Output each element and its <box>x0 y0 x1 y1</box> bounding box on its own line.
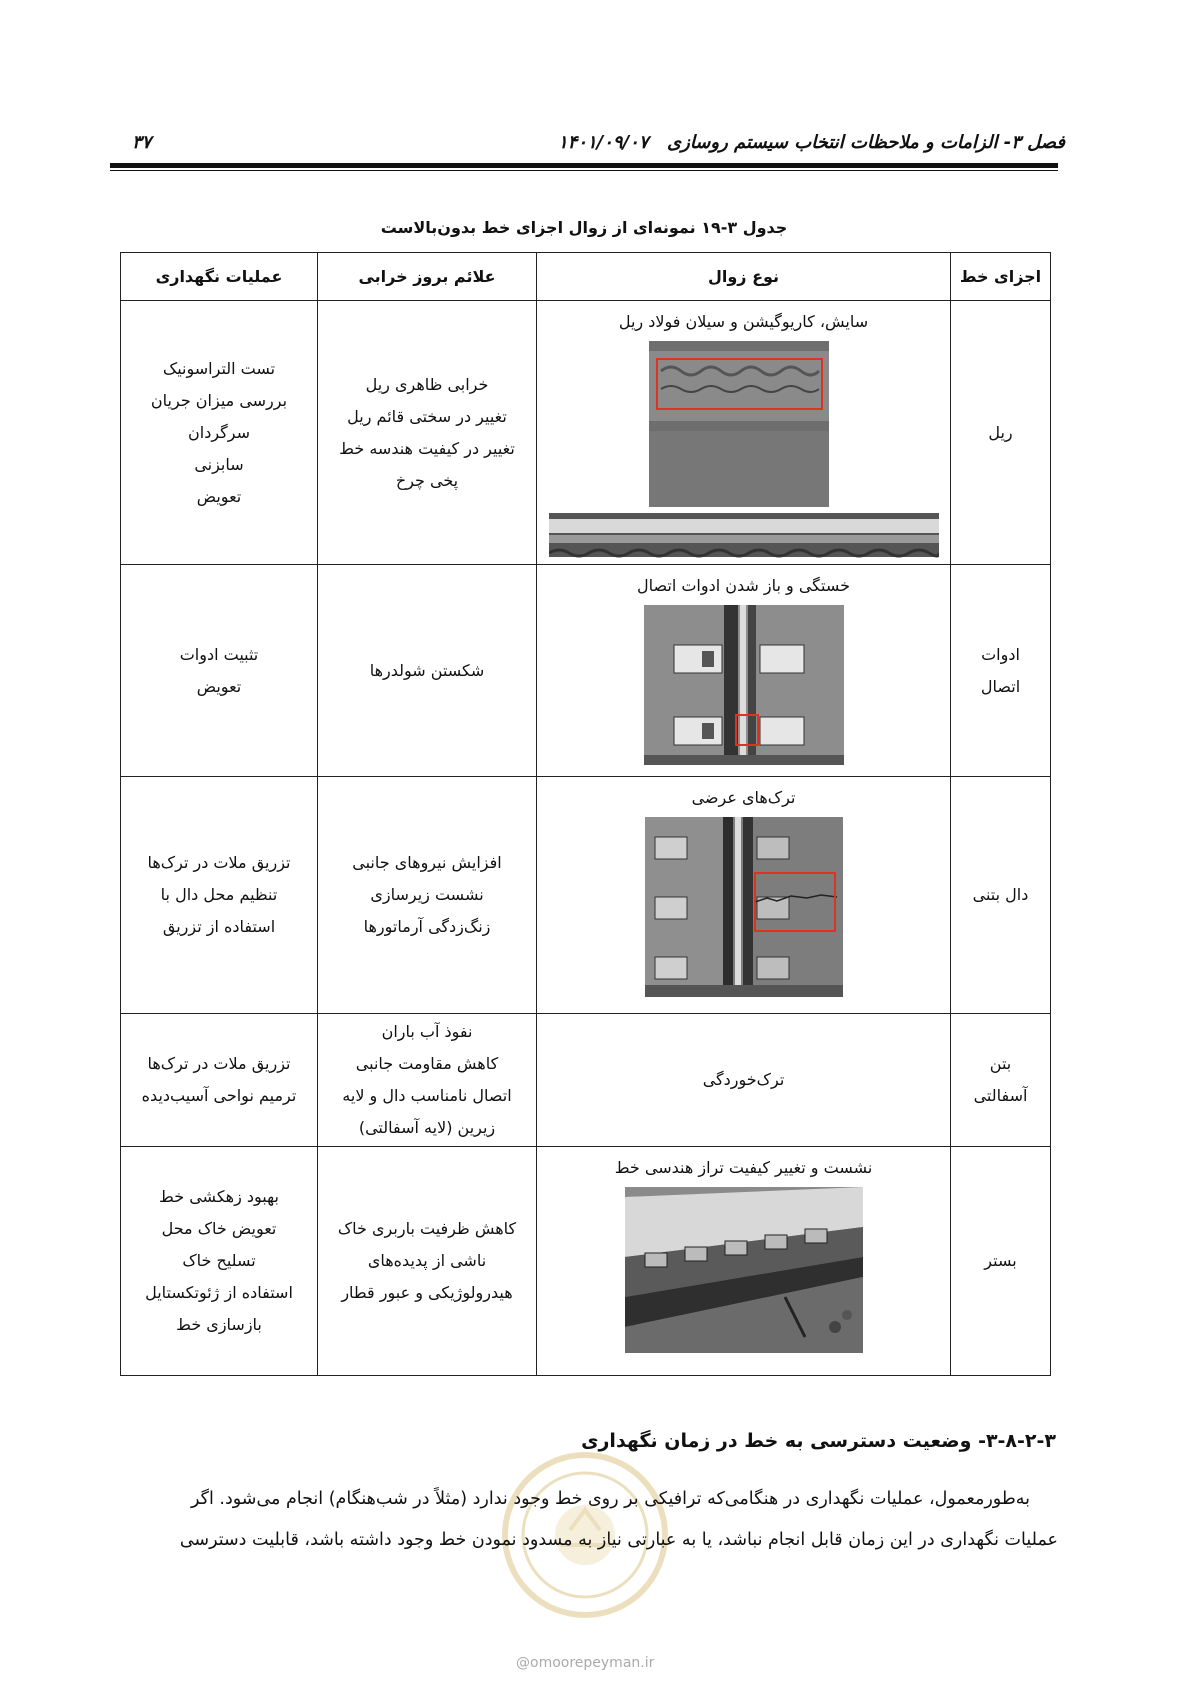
symptom-line: کاهش ظرفیت باربری خاک <box>337 1219 517 1238</box>
header-rule <box>110 163 1058 168</box>
body-paragraph-line-2: عملیات نگهداری در این زمان قابل انجام نباشد، یا به عبارتی نیاز به مسدود نمودن خط وجود داشته باشد، قابلیت دسترسی <box>179 1530 1058 1550</box>
maintenance-line: استفاده از تزریق <box>162 917 276 936</box>
deterioration-cell <box>537 777 951 1014</box>
symptom-line: شکستن شولدرها <box>369 660 485 680</box>
component-line: بتن <box>989 1054 1012 1073</box>
table-header-row <box>121 253 1051 301</box>
deterioration-cell <box>537 1147 951 1376</box>
maintenance-cell <box>121 1147 318 1376</box>
component-cell <box>951 565 1051 777</box>
component-line: بستر <box>984 1251 1017 1270</box>
deterioration-table <box>120 252 1051 1376</box>
symptom-line: پخی چرخ <box>395 470 459 490</box>
deterioration-label: ترک‌خوردگی <box>702 1070 785 1089</box>
deterioration-cell <box>537 1014 951 1147</box>
chapter-title: فصل ۳- الزامات و ملاحظات انتخاب سیستم روسازی <box>667 132 1065 153</box>
page-number: ۳۷ <box>132 132 152 153</box>
maintenance-line: تعویض <box>196 486 242 506</box>
symptom-line: زنگ‌زدگی آرماتورها <box>363 917 491 936</box>
table-row <box>121 1014 1051 1147</box>
component-line: دال بتنی <box>972 885 1029 904</box>
symptom-line: تغییر در سختی قائم ریل <box>347 406 507 426</box>
header-rule-thin <box>110 170 1058 171</box>
slab-crack-photo <box>645 817 843 997</box>
table-row <box>121 1147 1051 1376</box>
maintenance-line: ترمیم نواحی آسیب‌دیده <box>141 1086 297 1105</box>
rail-wear-photo <box>549 341 939 561</box>
maintenance-cell <box>121 301 318 565</box>
maintenance-line: استفاده از ژئوتکستایل <box>145 1283 293 1302</box>
deterioration-cell <box>537 301 951 565</box>
deterioration-label: ترک‌های عرضی <box>691 788 796 807</box>
table-row <box>121 301 1051 565</box>
maintenance-cell <box>121 1014 318 1147</box>
component-line: آسفالتی <box>973 1086 1028 1105</box>
table-caption: جدول ۳-۱۹ نمونه‌ای از زوال اجزای خط بدون‌بالاست <box>380 218 788 237</box>
maintenance-line: تنظیم محل دال با <box>160 885 278 904</box>
fastening-photo <box>644 605 844 765</box>
deterioration-label: خستگی و باز شدن ادوات اتصال <box>636 576 850 595</box>
component-line: ادوات <box>981 644 1020 664</box>
table-row <box>121 565 1051 777</box>
symptom-line: هیدرولوژیکی و عبور قطار <box>341 1283 513 1302</box>
maintenance-line: سرگردان <box>188 422 250 442</box>
maintenance-line: تست التراسونیک <box>162 358 276 378</box>
maintenance-line: سابزنی <box>194 454 244 474</box>
symptoms-cell <box>318 565 537 777</box>
component-cell <box>951 301 1051 565</box>
watermark-url: @omoorepeyman.ir <box>516 1655 655 1671</box>
deterioration-label: نشست و تغییر کیفیت تراز هندسی خط <box>614 1158 873 1177</box>
table-row <box>121 777 1051 1014</box>
component-cell <box>951 1147 1051 1376</box>
page-header <box>110 128 1065 158</box>
maintenance-line: تسلیح خاک <box>182 1251 256 1270</box>
symptoms-cell <box>318 1014 537 1147</box>
maintenance-line: تعویض <box>196 676 242 696</box>
maintenance-line: بهبود زهکشی خط <box>159 1187 279 1206</box>
maintenance-line: تعویض خاک محل <box>161 1219 277 1238</box>
maintenance-line: بازسازی خط <box>176 1315 262 1334</box>
maintenance-cell <box>121 777 318 1014</box>
symptoms-cell <box>318 1147 537 1376</box>
maintenance-line: تزریق ملات در ترک‌ها <box>147 853 291 872</box>
component-cell <box>951 1014 1051 1147</box>
symptom-line: افزایش نیروهای جانبی <box>352 853 502 872</box>
symptom-line: ناشی از پدیده‌های <box>367 1251 487 1270</box>
symptom-line: نفوذ آب باران <box>381 1022 473 1041</box>
symptom-line: کاهش مقاومت جانبی <box>355 1054 499 1073</box>
maintenance-line: تثبیت ادوات <box>179 644 259 664</box>
deterioration-cell <box>537 565 951 777</box>
symptom-line: خرابی ظاهری ریل <box>365 374 489 394</box>
component-cell <box>951 777 1051 1014</box>
header-component: اجزای خط <box>951 253 1051 301</box>
symptom-line: تغییر در کیفیت هندسه خط <box>339 438 515 458</box>
maintenance-cell <box>121 565 318 777</box>
symptoms-cell <box>318 301 537 565</box>
symptom-line: زیرین (لایه آسفالتی) <box>358 1118 496 1137</box>
header-symptoms: علائم بروز خرابی <box>318 253 537 301</box>
maintenance-line: تزریق ملات در ترک‌ها <box>147 1054 291 1073</box>
maintenance-line: بررسی میزان جریان <box>150 390 288 410</box>
header-maintenance: عملیات نگهداری <box>121 253 318 301</box>
deterioration-label: سایش، کاریوگیشن و سیلان فولاد ریل <box>618 312 869 331</box>
header-date: ۱۴۰۱/۰۹/۰۷ <box>558 132 649 153</box>
section-heading: ۳-۸-۲-۳- وضعیت دسترسی به خط در زمان نگهداری <box>581 1430 1056 1452</box>
component-line: اتصال <box>980 676 1021 696</box>
component-line: ریل <box>988 422 1013 442</box>
body-paragraph-line-1: به‌طورمعمول، عملیات نگهداری در هنگامی‌که ترافیکی بر روی خط وجود ندارد (مثلاً در شب‌هنگام) انجام می‌شود. اگر <box>190 1489 1030 1509</box>
symptoms-cell <box>318 777 537 1014</box>
symptom-line: نشست زیرسازی <box>370 885 484 904</box>
subgrade-settlement-photo <box>625 1187 863 1353</box>
symptom-line: اتصال نامناسب دال و لایه <box>342 1086 512 1105</box>
header-deterioration: نوع زوال <box>537 253 951 301</box>
